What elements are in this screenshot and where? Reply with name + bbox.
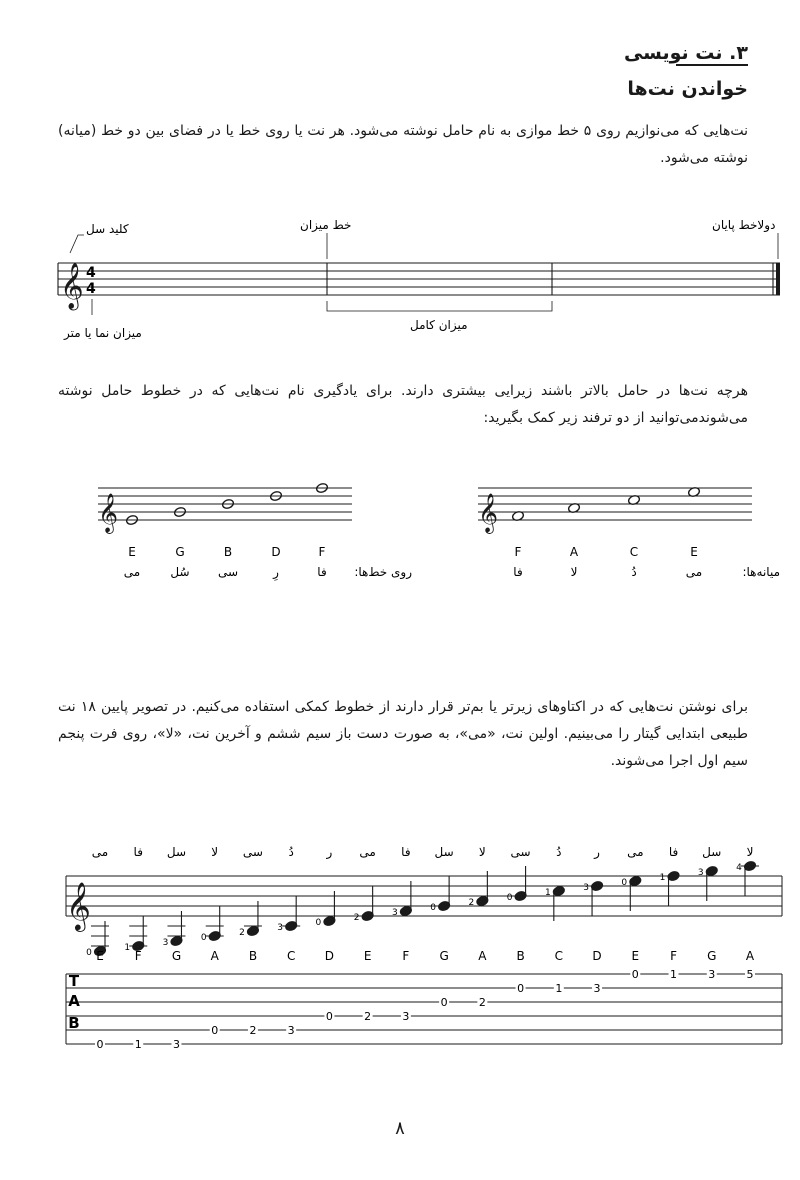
tab-fret: 0: [440, 996, 448, 1009]
note-letter: A: [569, 545, 579, 559]
solfege-label: سل: [434, 845, 454, 859]
title-underline: [676, 64, 748, 66]
solfege-label: لا: [746, 845, 754, 859]
final-thick-barline: [776, 263, 780, 295]
note-letter: C: [554, 949, 564, 963]
note-letter: B: [248, 949, 258, 963]
note-letter: F: [402, 949, 410, 963]
solfege-label: لا: [478, 845, 486, 859]
note-letter: F: [670, 949, 677, 963]
note-letter: E: [690, 545, 698, 559]
solfege-label: می: [123, 565, 141, 579]
fingering-number: 3: [277, 923, 284, 933]
solfege-label: می: [359, 845, 376, 859]
solfege-label: سی: [242, 845, 263, 859]
solfege-label: دُ: [288, 845, 294, 859]
tab-fret: 1: [134, 1038, 142, 1051]
note-letter: C: [629, 545, 639, 559]
fingering-number: 0: [200, 933, 207, 943]
solfege-label: فا: [317, 565, 327, 579]
tab-fret: 3: [593, 982, 601, 995]
treble-clef-icon: 𝄞: [60, 263, 84, 309]
intro-paragraph: نت‌هایی که می‌نوازیم روی ۵ خط موازی به نام حامل نوشته می‌شود. هر نت یا روی خط یا در فضای بین دو خط (میانه) نوشته می‌شود.: [58, 123, 748, 166]
solfege-row: [92, 845, 754, 860]
fingering-number: 0: [86, 948, 92, 958]
note-letter: D: [592, 949, 602, 963]
fingering-number: 2: [239, 928, 245, 938]
fingering-number: 3: [162, 938, 169, 948]
time-sig-top: 4: [86, 265, 96, 281]
tab-fret: 2: [249, 1024, 257, 1037]
natural-notes-diagram: [0, 836, 800, 1051]
note-letter: F: [318, 545, 326, 559]
tab-letter: A: [68, 992, 80, 1010]
tab-fret: 2: [478, 996, 486, 1009]
solfege-label: سی: [217, 565, 239, 579]
mnemonic-paragraph: هرچه نت‌ها در حامل بالاتر باشند زیرایی بیشتری دارند. برای یادگیری نام نت‌هایی که در خطوط حامل نوشته می‌شوندمی‌توانید از دو ترفند زیر کمک بگیرید:: [58, 383, 748, 426]
note-letter: G: [175, 545, 185, 559]
note-letter: G: [439, 949, 449, 963]
solfege-label: دُ: [556, 845, 562, 859]
fingering-number: 0: [315, 918, 322, 928]
solfege-label: سل: [702, 845, 722, 859]
solfege-label: فا: [513, 565, 523, 579]
fingering-number: 3: [583, 883, 589, 893]
time-signature-label: میزان نما یا متر: [64, 326, 142, 340]
note-letter: F: [514, 545, 522, 559]
fingerings: [86, 863, 742, 958]
note-letter: E: [631, 949, 640, 963]
solfege-label: می: [627, 845, 644, 859]
tab-fret: 3: [172, 1038, 180, 1051]
section-title: ۳. نت نویسی: [623, 42, 748, 64]
solfege-label: دُ: [631, 565, 637, 579]
solfege-label: فا: [401, 845, 411, 859]
mnemonic-staves: [0, 470, 800, 590]
tab-fret: 3: [287, 1024, 295, 1037]
note-letter: C: [286, 949, 296, 963]
treble-clef-icon: 𝄞: [478, 493, 499, 533]
solfege-label: سل: [166, 845, 187, 859]
measure-label: میزان کامل: [410, 318, 468, 332]
fingering-number: 3: [697, 868, 704, 878]
solfege-label: ر: [326, 845, 333, 859]
sub-title: خواندن نت‌ها: [627, 78, 748, 100]
fingering-number: 0: [506, 893, 513, 903]
note-letter: D: [324, 949, 335, 963]
fingering-number: 1: [544, 888, 551, 898]
letter-row: [96, 949, 755, 963]
note-heads: [93, 860, 756, 956]
lines-title: روی خط‌ها:: [354, 565, 412, 579]
note-letter: F: [134, 949, 142, 963]
line-solfege: [124, 565, 327, 581]
tab-fret: 3: [708, 968, 716, 981]
space-letters: [515, 545, 698, 559]
tab-frets: [95, 968, 755, 1051]
fingering-number: 4: [736, 863, 742, 873]
barline-label: خط میزان: [300, 218, 352, 232]
solfege-label: لا: [570, 565, 578, 579]
tab-fret: 2: [364, 1010, 372, 1023]
note-letter: B: [516, 949, 525, 963]
clef-label: کلید سل: [86, 222, 129, 236]
staff-anatomy-diagram: [0, 215, 800, 345]
note-letter: A: [210, 949, 219, 963]
solfege-label: سُل: [170, 565, 190, 579]
solfege-label: فا: [668, 845, 679, 859]
note-letter: G: [171, 949, 182, 963]
tab-fret: 0: [631, 968, 639, 981]
note-letter: E: [96, 949, 104, 963]
note-letter: E: [128, 545, 136, 559]
spaces-title: میانه‌ها:: [742, 565, 780, 579]
double-barline-label: دولاخط پایان: [712, 218, 776, 232]
tab-letter: T: [68, 972, 80, 990]
solfege-label: رِ: [273, 565, 279, 579]
treble-clef-icon: 𝄞: [98, 493, 119, 533]
note-letter: A: [478, 949, 487, 963]
tab-clef: [68, 972, 80, 1032]
line-letters: [128, 545, 325, 559]
fingering-number: 3: [392, 908, 398, 918]
tab-fret: 1: [670, 968, 678, 981]
treble-clef-icon: 𝄞: [66, 881, 91, 930]
time-sig-bottom: 4: [86, 281, 96, 297]
fingering-number: 0: [621, 878, 628, 888]
note-letter: G: [707, 949, 717, 963]
space-solfege: [513, 565, 702, 579]
solfege-label: فا: [133, 845, 143, 859]
page-number: ۸: [395, 1118, 405, 1139]
tab-fret: 0: [517, 982, 525, 995]
tab-fret: 1: [555, 982, 563, 995]
ledger-paragraph: برای نوشتن نت‌هایی که در اکتاوهای زیرتر یا بم‌تر قرار دارند از خطوط کمکی استفاده می‌کنیم. در تصویر پایین ۱۸ نت طبیعی ابتدایی گیتار را می‌بینیم. اولین نت، «می»، به صورت دست باز سیم ششم و آخرین نت، «لا»، روی فرت پنجم سیم اول اجرا می‌شوند.: [58, 699, 748, 769]
note-letter: B: [223, 545, 233, 559]
tab-fret: 0: [325, 1010, 333, 1023]
note-letter: A: [745, 949, 755, 963]
solfege-label: لا: [211, 845, 219, 859]
tab-fret: 0: [96, 1038, 104, 1051]
tab-fret: 3: [402, 1010, 410, 1023]
solfege-label: می: [685, 565, 703, 579]
tab-letter: B: [68, 1014, 80, 1032]
note-letter: D: [271, 545, 281, 559]
tab-fret: 5: [746, 968, 754, 981]
fingering-number: 0: [430, 903, 436, 913]
fingering-number: 1: [124, 943, 131, 953]
solfege-label: ر: [594, 845, 600, 859]
fingering-number: 1: [659, 873, 666, 883]
tab-fret: 0: [211, 1024, 219, 1037]
fingering-number: 2: [353, 913, 360, 923]
fingering-number: 2: [468, 898, 475, 908]
note-letter: E: [363, 949, 372, 963]
solfege-label: سی: [510, 845, 531, 859]
solfege-label: می: [91, 845, 109, 859]
